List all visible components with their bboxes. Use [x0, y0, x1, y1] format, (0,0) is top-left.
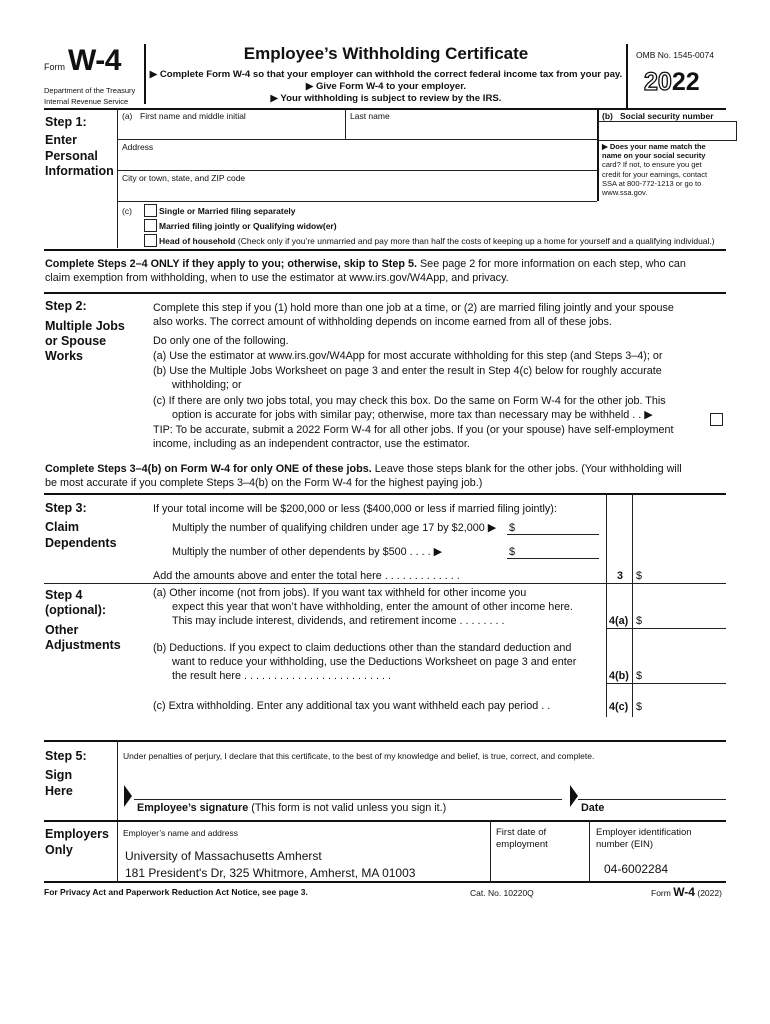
first-date-l1: First date of: [496, 827, 547, 838]
step4b-l3: the result here . . . . . . . . . . . . . . . . . . . . . . . . .: [172, 670, 392, 682]
step4-title-1: Other: [45, 623, 79, 637]
city-input[interactable]: [118, 183, 596, 199]
ein-l2: number (EIN): [596, 839, 654, 850]
ein-l1: Employer identification: [596, 827, 692, 838]
step1a-letter: (a): [122, 111, 133, 121]
step3-label: Step 3:: [45, 501, 87, 515]
step4a-l3: This may include interest, dividends, and retirement income . . . . . . . .: [172, 615, 505, 627]
step3-children-line: Multiply the number of qualifying children under age 17 by $2,000 ▶: [172, 522, 497, 534]
step1-title-3: Information: [45, 164, 114, 178]
step2-body: [153, 301, 733, 451]
head-of-household-label: [159, 236, 715, 246]
two-jobs-checkbox[interactable]: [710, 413, 723, 426]
ssn-note: [602, 142, 732, 197]
form-number: W-4: [68, 44, 121, 77]
step2-title-2: or Spouse: [45, 334, 107, 348]
ssn-note-line-6: www.ssa.gov.: [602, 188, 648, 198]
form-year: [644, 68, 700, 97]
notice-steps-3-4b: [45, 462, 729, 490]
notice1-line2: claim exemption from withholding, when to use the estimator at www.irs.gov/W4App, and privacy.: [45, 272, 509, 284]
step2-tip-l2: income, including as an independent contractor, use the estimator.: [153, 438, 470, 450]
first-name-input[interactable]: [118, 121, 344, 139]
notice1-rest: See page 2 for more information on each step, who can: [416, 258, 686, 270]
instruction-line-2: ▶ Give Form W-4 to your employer.: [305, 81, 467, 92]
extra-withholding-input[interactable]: [645, 697, 725, 713]
step2-option-b-l2: withholding; or: [172, 379, 242, 391]
omb-number: OMB No. 1545-0074: [636, 50, 714, 60]
children-dollar: $: [509, 522, 516, 534]
line-4b-number: 4(b): [609, 670, 629, 682]
catalog-number: Cat. No. 10220Q: [470, 888, 534, 898]
other-dependents-amount-input[interactable]: [507, 558, 599, 559]
year-suffix: 22: [671, 68, 700, 96]
step1-label: Step 1:: [45, 115, 87, 129]
page-title: Employee’s Withholding Certificate: [243, 44, 529, 63]
line-4a-number: 4(a): [609, 615, 629, 627]
footer-form-word: Form: [651, 888, 671, 898]
step4a-text: [153, 586, 573, 628]
employer-address-value[interactable]: 181 President's Dr, 325 Whitmore, Amherst, MA 01003: [125, 866, 416, 880]
ssn-note-line-5: SSA at 800-772-1213 or go to: [602, 178, 702, 188]
step5-title-2: Here: [45, 784, 73, 798]
first-date-input[interactable]: [494, 852, 586, 878]
step3-intro: If your total income will be $200,000 or less ($400,000 or less if married filing jointly):: [153, 503, 557, 515]
address-label: Address: [122, 142, 154, 152]
step2-title-1: Multiple Jobs: [45, 319, 125, 333]
year-prefix: 20: [644, 68, 672, 96]
step4-optional: (optional):: [45, 603, 107, 617]
last-name-input[interactable]: [346, 121, 596, 139]
step4b-text: [153, 641, 576, 683]
employer-name-label: Employer’s name and address: [123, 828, 238, 838]
step2-option-b-l1: (b) Use the Multiple Jobs Worksheet on page 3 and enter the result in Step 4(c) below for roughly accurate: [153, 365, 662, 377]
step2-title-3: Works: [45, 349, 83, 363]
step3-total-input[interactable]: [645, 566, 725, 582]
privacy-notice: For Privacy Act and Paperwork Reduction Act Notice, see page 3.: [44, 887, 308, 897]
line-4a-dollar: $: [636, 615, 643, 627]
other-dependents-dollar: $: [509, 546, 516, 558]
married-label: Married filing jointly or Qualifying widow(er): [159, 221, 337, 231]
step4-label: Step 4: [45, 588, 83, 602]
line-4c-number: 4(c): [609, 701, 629, 713]
step2-p1-l2: also works. The correct amount of withholding depends on income earned from all of these jobs.: [153, 316, 612, 328]
step1c-letter: (c): [122, 206, 132, 216]
city-label: City or town, state, and ZIP code: [122, 173, 246, 183]
employers-title-1: Employers: [45, 827, 109, 841]
step4c-text: (c) Extra withholding. Enter any additional tax you want withheld each pay period . .: [153, 700, 551, 712]
ein-value[interactable]: 04-6002284: [604, 862, 669, 876]
step3-other-dependents-line: Multiply the number of other dependents by $500 . . . . ▶: [172, 546, 442, 558]
step2-option-c-l2: option is accurate for jobs with similar pay; otherwise, more tax than necessary may be withheld . . ▶: [172, 409, 653, 421]
signature-label-rest: (This form is not valid unless you sign it.): [248, 802, 447, 814]
instruction-line-1: ▶ Complete Form W-4 so that your employer can withhold the correct federal income tax from your pay.: [149, 69, 623, 80]
ein-label: [596, 827, 692, 851]
step1-title-1: Enter: [45, 133, 77, 147]
footer-form-id: [651, 885, 722, 899]
instruction-line-3: ▶ Your withholding is subject to review by the IRS.: [270, 93, 502, 104]
address-input[interactable]: [118, 152, 596, 168]
head-of-household-checkbox[interactable]: [144, 234, 157, 247]
single-checkbox[interactable]: [144, 204, 157, 217]
irs-label: Internal Revenue Service: [44, 97, 129, 106]
first-date-label: [496, 827, 548, 851]
step2-option-c-l1: (c) If there are only two jobs total, you may check this box. Do the same on Form W-4 for the other job. This: [153, 395, 666, 407]
children-amount-input[interactable]: [507, 534, 599, 535]
employers-title-2: Only: [45, 843, 73, 857]
perjury-statement: Under penalties of perjury, I declare that this certificate, to the best of my knowledge and belief, is true, correct, and complete.: [123, 751, 595, 761]
employer-name-value[interactable]: University of Massachusetts Amherst: [125, 849, 322, 863]
step4b-l1: (b) Deductions. If you expect to claim deductions other than the standard deduction and: [153, 642, 572, 654]
department-label: Department of the Treasury: [44, 86, 136, 95]
first-name-label: First name and middle initial: [140, 111, 246, 121]
step3-total-line: Add the amounts above and enter the total here . . . . . . . . . . . . .: [153, 570, 460, 582]
ssn-note-line-2: name on your social security: [602, 151, 706, 161]
step4b-l2: want to reduce your withholding, use the Deductions Worksheet on page 3 and enter: [172, 656, 577, 668]
ssn-note-line-1: ▶ Does your name match the: [602, 142, 706, 151]
date-arrow-icon: [570, 785, 578, 807]
first-date-l2: employment: [496, 839, 548, 850]
step2-tip-l1: TIP: To be accurate, submit a 2022 Form W-4 for all other jobs. If you (or your spouse) have self-employment: [153, 424, 674, 436]
footer-form-year: (2022): [697, 888, 722, 898]
step2-option-a: (a) Use the estimator at www.irs.gov/W4App for most accurate withholding for this step (and Steps 3–4); or: [153, 350, 663, 362]
last-name-label: Last name: [350, 111, 390, 121]
hoh-bold: Head of household: [159, 236, 236, 246]
step5-label: Step 5:: [45, 749, 87, 763]
signature-label-bold: Employee’s signature: [137, 802, 249, 814]
step4a-l1: (a) Other income (not from jobs). If you want tax withheld for other income you: [153, 587, 527, 599]
notice2-line2: be most accurate if you complete Steps 3–4(b) on the Form W-4 for the highest paying job.): [45, 477, 483, 489]
date-field[interactable]: [580, 782, 726, 798]
step1-title-2: Personal: [45, 149, 98, 163]
notice-steps-2-4: [45, 257, 729, 285]
notice1-bold: Complete Steps 2–4 ONLY if they apply to you; otherwise, skip to Step 5.: [45, 258, 417, 270]
hoh-rest: (Check only if you’re unmarried and pay more than half the costs of keeping up a home for yourself and a qualifying individual.): [237, 236, 715, 246]
step3-title-1: Claim: [45, 520, 80, 534]
step3-total-dollar: $: [636, 570, 643, 582]
married-checkbox[interactable]: [144, 219, 157, 232]
step1b-letter: (b): [602, 111, 613, 121]
ssn-label: Social security number: [620, 111, 714, 121]
single-label: Single or Married filing separately: [159, 206, 296, 216]
step2-p1-l1: Complete this step if you (1) hold more than one job at a time, or (2) are married filing jointly and your spouse: [153, 302, 674, 314]
other-income-input[interactable]: [645, 611, 725, 627]
step4a-l2: expect this year that won’t have withholding, enter the amount of other income here.: [172, 601, 573, 613]
footer-form-number: W-4: [673, 885, 695, 899]
step5-title-1: Sign: [45, 768, 73, 782]
step4-title-2: Adjustments: [45, 638, 121, 652]
deductions-input[interactable]: [645, 666, 725, 682]
step3-title-2: Dependents: [45, 536, 117, 550]
line-4c-dollar: $: [636, 701, 643, 713]
step3-line-number: 3: [617, 570, 624, 582]
line-4b-dollar: $: [636, 670, 643, 682]
date-label: Date: [581, 802, 605, 814]
step2-do-only: Do only one of the following.: [153, 335, 289, 347]
ssn-note-line-4: credit for your earnings, contact: [602, 169, 708, 179]
form-label: Form: [44, 62, 65, 72]
notice2-rest: Leave those steps blank for the other jobs. (Your withholding will: [371, 463, 682, 475]
notice2-bold: Complete Steps 3–4(b) on Form W-4 for only ONE of these jobs.: [45, 463, 372, 475]
ssn-note-line-3: card? If not, to ensure you get: [602, 160, 702, 170]
signature-arrow-icon: [124, 785, 132, 807]
signature-label: [137, 801, 446, 815]
ssn-input[interactable]: [598, 121, 737, 141]
signature-field[interactable]: [136, 782, 560, 798]
step2-label: Step 2:: [45, 299, 87, 313]
